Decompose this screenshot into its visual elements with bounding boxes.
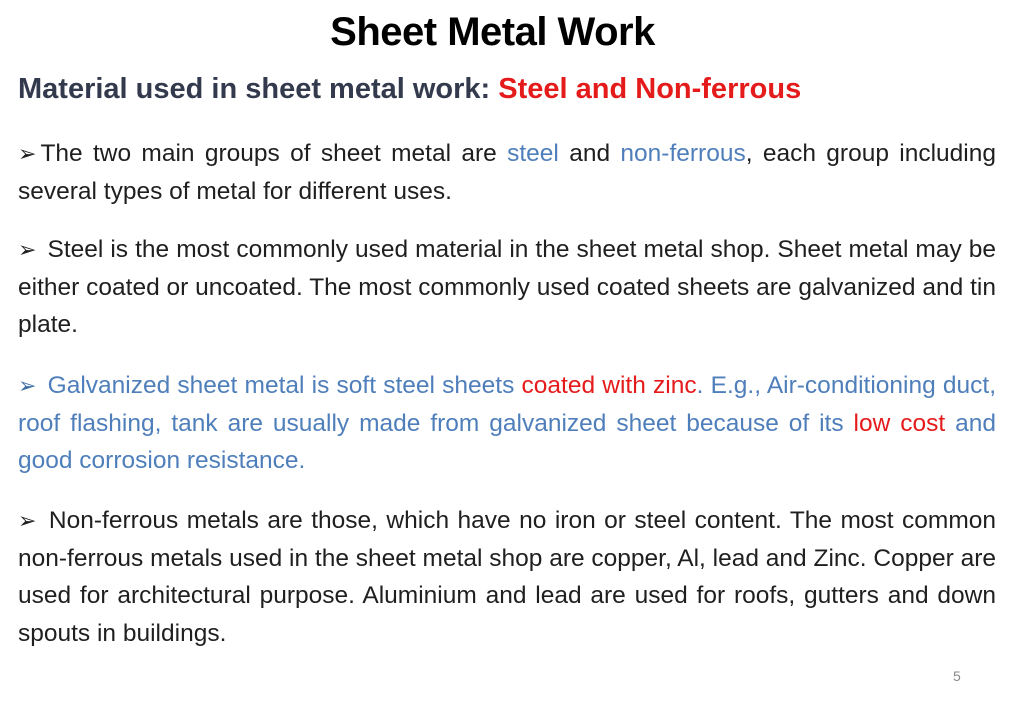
bullet-arrow-icon: ➢ — [18, 237, 37, 262]
highlight-coated-with-zinc: coated with zinc — [521, 372, 697, 399]
bullet-arrow-icon: ➢ — [18, 508, 37, 533]
paragraph-text: The two main groups of sheet metal are — [40, 140, 508, 167]
subtitle-highlight: Steel and Non-ferrous — [498, 73, 802, 105]
subtitle-prefix: Material used in sheet metal work: — [18, 73, 499, 105]
paragraph-non-ferrous — [18, 502, 996, 652]
paragraph-text: and — [558, 140, 621, 167]
paragraph-text: Galvanized sheet metal is soft steel sheets — [47, 372, 522, 399]
page-number: 5 — [953, 668, 961, 684]
paragraph-text: . E.g., Air-conditioning duct, roof flashing, tank are usually made from galvanized sheet because of its — [18, 372, 997, 437]
slide-title: Sheet Metal Work — [330, 10, 655, 54]
bullet-arrow-icon: ➢ — [18, 141, 37, 166]
paragraph-steel — [18, 231, 996, 344]
paragraph-galvanized — [18, 367, 996, 480]
paragraph-text: and good corrosion resistance. — [18, 409, 996, 474]
highlight-non-ferrous: non-ferrous — [620, 140, 746, 167]
paragraph-text: Non-ferrous metals are those, which have no iron or steel content. The most common non-ferrous metals used in the sheet metal shop are copper, Al, lead and Zinc. Copper are used for architectural purpose. Aluminium and lead are used for roofs, gutters and down spouts in buildings. — [18, 507, 996, 647]
highlight-low-cost: low cost — [853, 409, 946, 437]
bullet-arrow-icon: ➢ — [18, 373, 37, 398]
highlight-steel: steel — [507, 140, 559, 167]
paragraph-main-groups — [18, 135, 996, 210]
subtitle — [18, 73, 801, 106]
paragraph-text: Steel is the most commonly used material in the sheet metal shop. Sheet metal may be either coated or uncoated. The most commonly used coated sheets are galvanized and tin plate. — [18, 236, 996, 338]
paragraph-text: , each group including several types of metal for different uses. — [18, 140, 997, 205]
